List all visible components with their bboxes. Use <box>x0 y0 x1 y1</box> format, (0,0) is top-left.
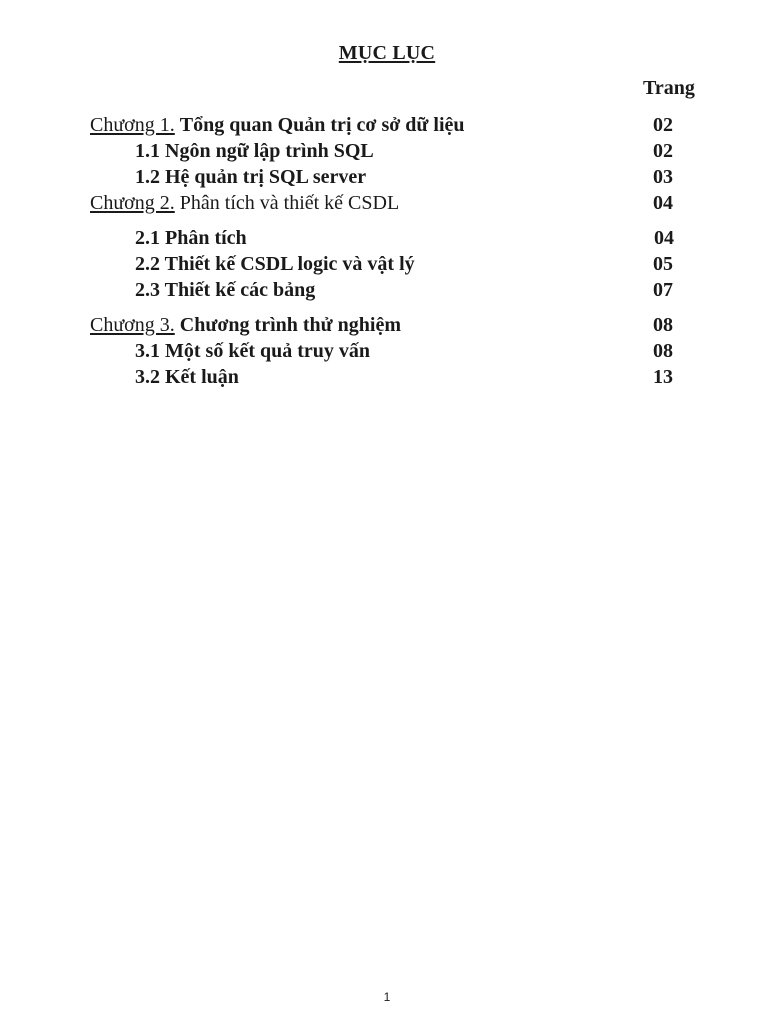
section-title: 2.1 Phân tích <box>135 227 247 249</box>
toc-chapter-2[interactable] <box>0 190 768 216</box>
toc-page-number: 13 <box>653 366 673 388</box>
toc-page-number: 02 <box>653 140 673 162</box>
chapter-title: Chương trình thử nghiệm <box>179 314 401 336</box>
section-title: 2.3 Thiết kế các bảng <box>135 279 316 301</box>
toc-section-3-2[interactable] <box>0 364 768 390</box>
section-title: 3.2 Kết luận <box>135 366 239 388</box>
toc-chapter-1-text <box>90 112 465 138</box>
section-title: 1.1 Ngôn ngữ lập trình SQL <box>135 140 374 162</box>
chapter-label: Chương 3. <box>90 314 175 336</box>
toc-page-number: 03 <box>653 166 673 188</box>
section-title: 3.1 Một số kết quả truy vấn <box>135 340 371 362</box>
toc-section-1-1[interactable] <box>0 138 768 164</box>
toc-section-2-3[interactable] <box>0 277 768 303</box>
toc-section-3-1[interactable] <box>0 338 768 364</box>
section-title: 1.2 Hệ quản trị SQL server <box>135 166 367 188</box>
toc-page-number: 04 <box>654 227 674 249</box>
toc-page-number: 08 <box>653 314 673 336</box>
chapter-title: Phân tích và thiết kế CSDL <box>179 192 400 214</box>
section-title: 2.2 Thiết kế CSDL logic và vật lý <box>135 253 415 275</box>
toc-section-2-1[interactable] <box>0 225 768 251</box>
toc-page-number: 04 <box>653 192 673 214</box>
chapter-label: Chương 2. <box>90 192 175 214</box>
chapter-label: Chương 1. <box>90 114 175 136</box>
toc-chapter-2-text <box>90 190 399 216</box>
page-column-header: Trang <box>643 77 695 99</box>
toc-title: MỤC LỤC <box>338 42 436 64</box>
toc-page-number: 05 <box>653 253 673 275</box>
toc-section-2-2[interactable] <box>0 251 768 277</box>
toc-chapter-3[interactable] <box>0 312 768 338</box>
toc-page-number: 07 <box>653 279 673 301</box>
toc-chapter-1[interactable] <box>0 112 768 138</box>
toc-page-number: 08 <box>653 340 673 362</box>
toc-page-number: 02 <box>653 114 673 136</box>
toc-chapter-3-text <box>90 312 401 338</box>
footer-page-number: 1 <box>383 990 391 1004</box>
chapter-title: Tổng quan Quản trị cơ sở dữ liệu <box>179 114 465 136</box>
toc-section-1-2[interactable] <box>0 164 768 190</box>
